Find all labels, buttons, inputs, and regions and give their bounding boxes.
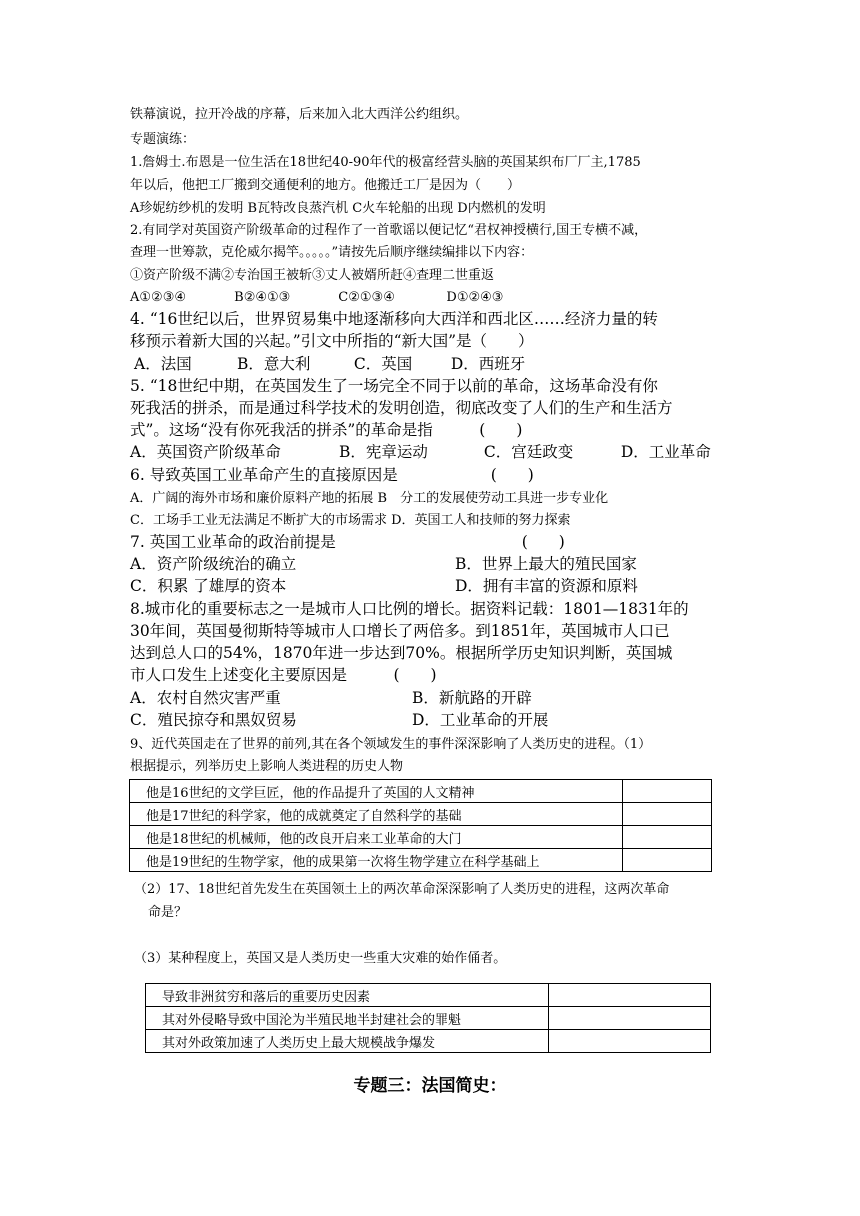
historical-figures-table	[129, 779, 712, 872]
table-cell-clue: 他是16世纪的文学巨匠，他的作品提升了英国的人文精神	[130, 780, 623, 803]
q4-option-b: B．意大利	[236, 355, 311, 373]
table-row	[146, 1007, 711, 1030]
q8-line3: 达到总人口的54%，1870年进一步达到70%。根据所学历史知识判断，英国城	[130, 644, 673, 662]
table-cell-clue: 其对外政策加速了人类历史上最大规模战争爆发	[146, 1030, 549, 1053]
q2-option-d: D①②④③	[446, 290, 504, 305]
q8-option-c: C．殖民掠夺和黑奴贸易	[130, 711, 297, 729]
q6-option-ab: A．广阔的海外市场和廉价原料产地的拓展 B 分工的发展使劳动工具进一步专业化	[130, 491, 609, 506]
q8-option-a: A．农村自然灾害严重	[130, 689, 281, 707]
q8-line2: 30年间，英国曼彻斯特等城市人口增长了两倍多。到1851年，英国城市人口已	[130, 622, 670, 640]
table-cell-answer[interactable]	[623, 826, 712, 849]
q4-line2: 移预示着新大国的兴起。”引文中所指的“新大国”是（ ）	[130, 332, 534, 350]
q2-options	[130, 291, 503, 304]
table-cell-answer[interactable]	[549, 1030, 711, 1053]
q5-option-b: B．宪章运动	[338, 443, 428, 461]
q8-option-b: B．新航路的开辟	[412, 689, 532, 707]
table-row	[146, 1030, 711, 1053]
q2-option-c: C②①③④	[338, 290, 395, 305]
q5-line3: 式”。这场“没有你死我活的拼杀”的革命是指 ( )	[130, 421, 523, 439]
q5-option-a: A．英国资产阶级革命	[130, 443, 281, 461]
table-cell-clue: 他是19世纪的生物学家，他的成果第一次将生物学建立在科学基础上	[130, 849, 623, 872]
table-row	[130, 849, 712, 872]
q9-part3-line1: （3）某种程度上，英国又是人类历史一些重大灾难的始作俑者。	[134, 951, 507, 966]
table-cell-answer[interactable]	[623, 780, 712, 803]
q8-line1: 8.城市化的重要标志之一是城市人口比例的增长。据资料记载：1801—1831年的	[130, 600, 689, 618]
section-title-france: 专题三：法国简史：	[353, 1076, 507, 1096]
q7-option-a: A．资产阶级统治的确立	[130, 555, 297, 573]
q2-line2: 查理一世筹款，克伦威尔揭竿。。。。。”请按先后顺序继续编排以下内容：	[130, 245, 534, 260]
q5-options	[130, 445, 711, 461]
q6-line1: 6. 导致英国工业革命产生的直接原因是 ( )	[130, 466, 534, 484]
q2-option-a: A①②③④	[130, 290, 187, 305]
q7-option-d: D．拥有丰富的资源和原料	[455, 577, 638, 595]
q6-option-cd: C．工场手工业无法满足不断扩大的市场需求 D．英国工人和技师的努力探索	[130, 513, 571, 528]
q2-line3: ①资产阶级不满②专治国王被斩③丈人被婿所赶④查理二世重返	[130, 268, 495, 283]
q8-line4: 市人口发生上述变化主要原因是 ( )	[130, 666, 437, 684]
q7-line1: 7. 英国工业革命的政治前提是 ( )	[130, 533, 565, 551]
disasters-table	[145, 983, 711, 1053]
q4-option-a: A．法国	[134, 355, 192, 373]
table-row	[130, 803, 712, 826]
section-heading: 专题演练：	[130, 132, 196, 147]
q1-line1: 1.詹姆士.布恩是一位生活在18世纪40-90年代的极富经营头脑的英国某织布厂厂主,1785	[130, 155, 641, 170]
table-cell-clue: 他是18世纪的机械师，他的改良开启来工业革命的大门	[130, 826, 623, 849]
q8-option-d: D．工业革命的开展	[412, 711, 549, 729]
table-row	[146, 984, 711, 1007]
table-cell-clue: 他是17世纪的科学家，他的成就奠定了自然科学的基础	[130, 803, 623, 826]
table-cell-answer[interactable]	[623, 803, 712, 826]
table-cell-answer[interactable]	[623, 849, 712, 872]
q5-option-c: C．宫廷政变	[483, 443, 574, 461]
q5-line2: 死我活的拼杀，而是通过科学技术的发明创造，彻底改变了人们的生产和生活方	[130, 399, 673, 417]
q4-option-d: D．西班牙	[450, 355, 526, 373]
q7-option-b: B．世界上最大的殖民国家	[455, 555, 637, 573]
q5-line1: 5. “18世纪中期，在英国发生了一场完全不同于以前的革命，这场革命没有你	[130, 377, 658, 395]
q4-option-c: C．英国	[353, 355, 413, 373]
q1-line2: 年以后，他把工厂搬到交通便利的地方。他搬迁工厂是因为（ ）	[130, 178, 521, 193]
q9-line1: 9、近代英国走在了世界的前列,其在各个领域发生的事件深深影响了人类历史的进程。（1）	[130, 737, 652, 752]
q7-option-c: C．积累 了雄厚的资本	[130, 577, 287, 595]
q9-part2-line2: 命是？	[148, 905, 188, 920]
table-row	[130, 780, 712, 803]
q5-option-d: D．工业革命	[620, 443, 711, 461]
q9-part2-line1: （2）17、18世纪首先发生在英国领土上的两次革命深深影响了人类历史的进程，这两次革命	[134, 882, 670, 897]
table-cell-clue: 导致非洲贫穷和落后的重要历史因素	[146, 984, 549, 1007]
q2-option-b: B②④①③	[234, 290, 291, 305]
q9-line2: 根据提示，列举历史上影响人类进程的历史人物	[130, 759, 404, 774]
table-cell-answer[interactable]	[549, 984, 711, 1007]
q4-options	[134, 357, 525, 373]
q4-line1: 4. “16世纪以后，世界贸易集中地逐渐移向大西洋和西北区……经济力量的转	[130, 310, 658, 328]
intro-line: 铁幕演说，拉开冷战的序幕，后来加入北大西洋公约组织。	[130, 107, 469, 122]
q1-options: A珍妮纺纱机的发明 B瓦特改良蒸汽机 C火车轮船的出现 D内燃机的发明	[130, 201, 546, 216]
table-cell-clue: 其对外侵略导致中国沦为半殖民地半封建社会的罪魁	[146, 1007, 549, 1030]
q2-line1: 2.有同学对英国资产阶级革命的过程作了一首歌谣以便记忆“君权神授横行,国王专横不减，	[130, 223, 648, 238]
table-cell-answer[interactable]	[549, 1007, 711, 1030]
table-row	[130, 826, 712, 849]
